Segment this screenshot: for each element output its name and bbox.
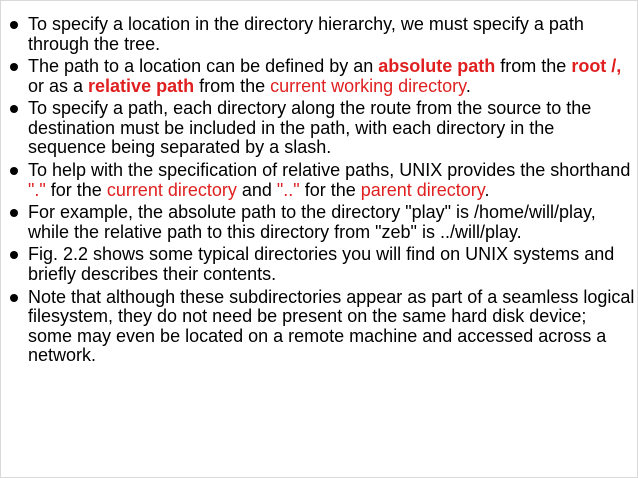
bullet-text: or as a bbox=[28, 75, 89, 96]
term-current-working-directory: current working directory bbox=[270, 75, 466, 96]
bullet-dot-icon bbox=[10, 21, 18, 29]
bullet-dot-icon bbox=[10, 251, 18, 259]
bullet-item bbox=[9, 288, 635, 366]
bullet-text: Note that although these subdirectories appear as part of a seamless logical filesystem, they do not need be present on the same hard disk device; some may even be located on a remote machine and accessed across a network. bbox=[28, 286, 635, 366]
bullet-item bbox=[9, 245, 635, 284]
term-relative-path: relative path bbox=[88, 75, 195, 96]
bullet-text: To help with the specification of relative paths, UNIX provides the shorthand bbox=[28, 160, 631, 181]
term-dot-dot: ".." bbox=[276, 179, 300, 200]
term-root: root /, bbox=[571, 56, 622, 77]
bullet-text: For example, the absolute path to the directory "play" is /home/will/play, while the relative path to this directory from "zeb" is ../will/play. bbox=[28, 202, 596, 242]
bullet-list bbox=[9, 15, 635, 369]
bullet-text: and bbox=[236, 179, 277, 200]
bullet-item bbox=[9, 161, 635, 200]
bullet-dot-icon bbox=[10, 294, 18, 302]
bullet-dot-icon bbox=[10, 167, 18, 175]
bullet-text: for the bbox=[299, 179, 361, 200]
bullet-text: Fig. 2.2 shows some typical directories you will find on UNIX systems and briefly describes their contents. bbox=[28, 244, 615, 284]
bullet-text: . bbox=[484, 179, 490, 200]
term-absolute-path: absolute path bbox=[378, 56, 496, 77]
bullet-text: for the bbox=[45, 179, 107, 200]
bullet-item bbox=[9, 57, 635, 96]
term-parent-directory: parent directory bbox=[360, 179, 485, 200]
bullet-text: To specify a location in the directory hierarchy, we must specify a path through the tree. bbox=[28, 14, 584, 54]
bullet-text: . bbox=[465, 75, 471, 96]
bullet-text: The path to a location can be defined by an bbox=[28, 56, 379, 77]
bullet-item bbox=[9, 203, 635, 242]
bullet-dot-icon bbox=[10, 63, 18, 71]
bullet-dot-icon bbox=[10, 209, 18, 217]
bullet-text: from the bbox=[194, 75, 271, 96]
term-dot: "." bbox=[28, 179, 46, 200]
term-current-directory: current directory bbox=[106, 179, 237, 200]
bullet-item bbox=[9, 99, 635, 158]
bullet-text: To specify a path, each directory along the route from the source to the destination must be included in the path, with each directory in the sequence being separated by a slash. bbox=[28, 98, 592, 158]
bullet-dot-icon bbox=[10, 105, 18, 113]
bullet-text: from the bbox=[495, 56, 572, 77]
bullet-item bbox=[9, 15, 635, 54]
